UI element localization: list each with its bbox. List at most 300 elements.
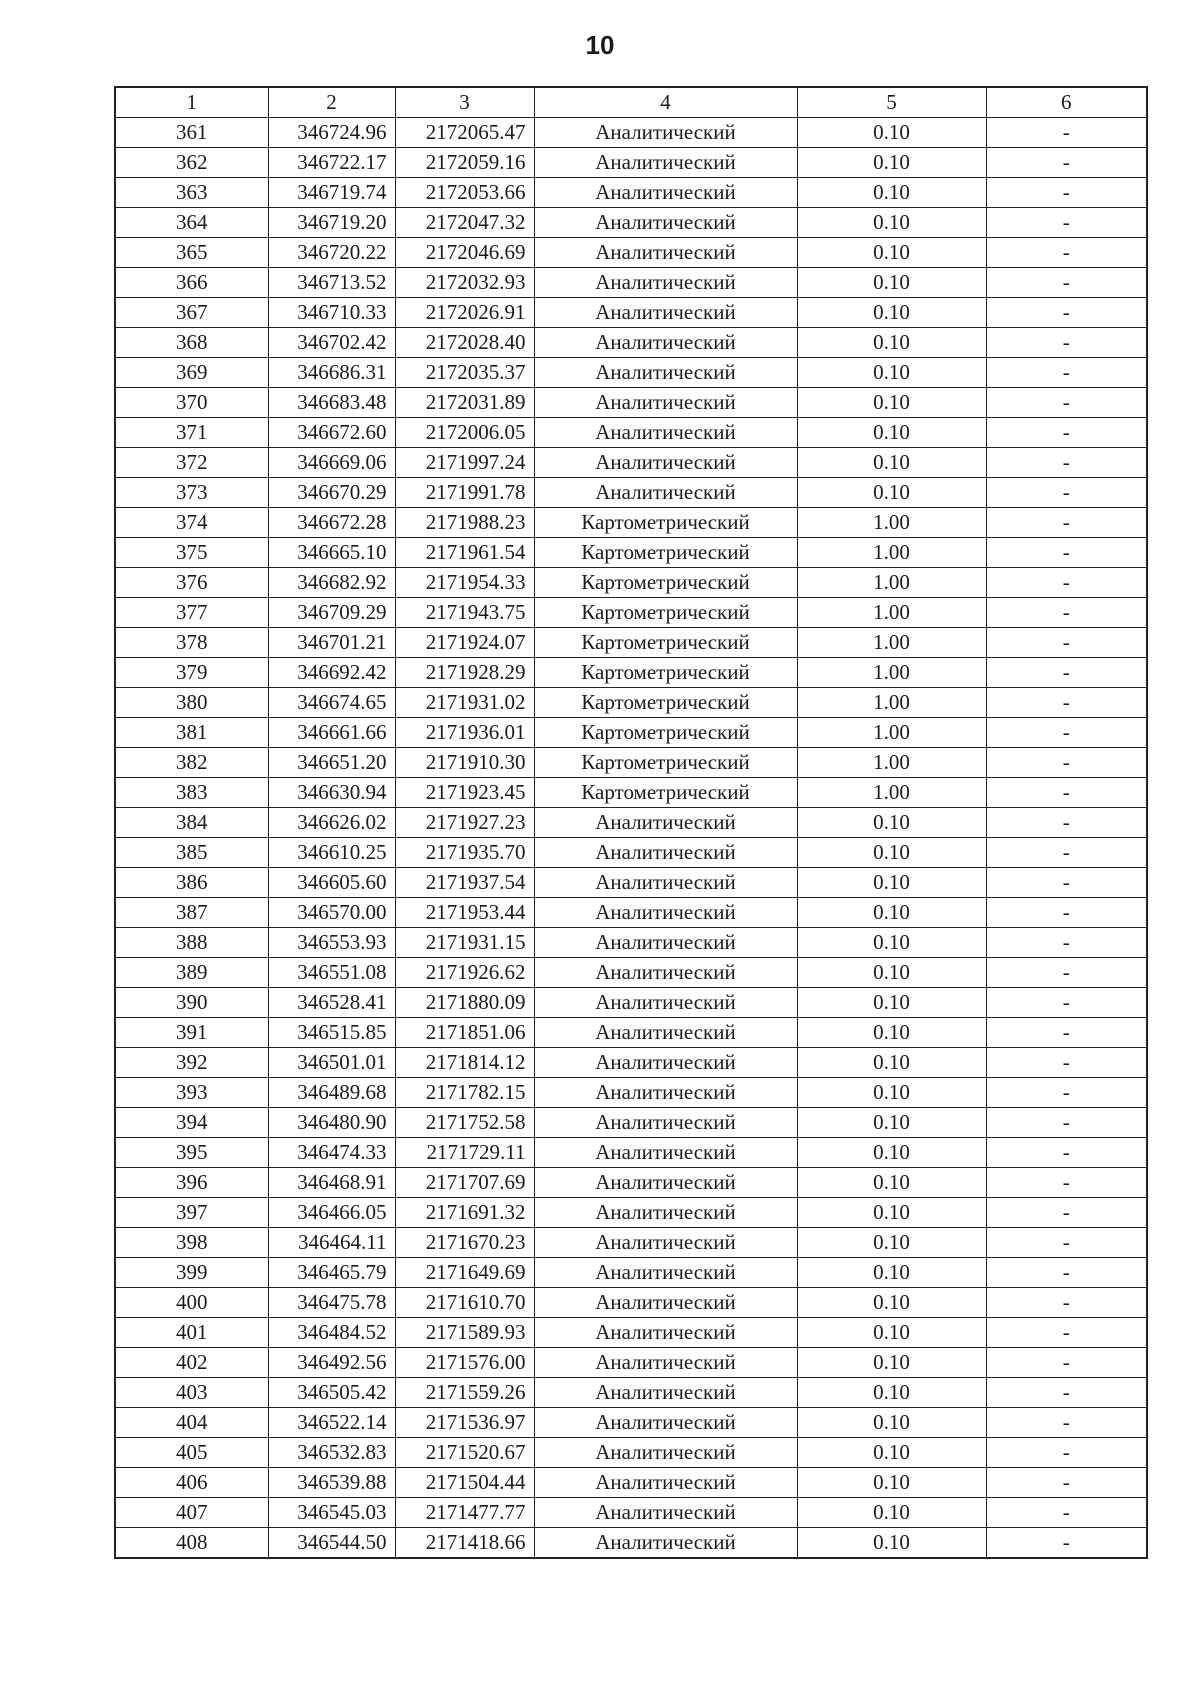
y-coordinate-cell: 2172059.16 — [395, 148, 534, 178]
method-cell: Аналитический — [534, 988, 797, 1018]
accuracy-cell: 1.00 — [797, 598, 986, 628]
method-cell: Аналитический — [534, 1258, 797, 1288]
x-coordinate-cell: 346468.91 — [268, 1168, 395, 1198]
y-coordinate-cell: 2171880.09 — [395, 988, 534, 1018]
note-cell: - — [986, 298, 1147, 328]
note-cell: - — [986, 148, 1147, 178]
point-number-cell: 392 — [115, 1048, 268, 1078]
point-number-cell: 401 — [115, 1318, 268, 1348]
x-coordinate-cell: 346682.92 — [268, 568, 395, 598]
note-cell: - — [986, 328, 1147, 358]
y-coordinate-cell: 2171782.15 — [395, 1078, 534, 1108]
y-coordinate-cell: 2171814.12 — [395, 1048, 534, 1078]
point-number-cell: 375 — [115, 538, 268, 568]
note-cell: - — [986, 1378, 1147, 1408]
point-number-cell: 397 — [115, 1198, 268, 1228]
y-coordinate-cell: 2172032.93 — [395, 268, 534, 298]
x-coordinate-cell: 346713.52 — [268, 268, 395, 298]
x-coordinate-cell: 346464.11 — [268, 1228, 395, 1258]
method-cell: Аналитический — [534, 838, 797, 868]
y-coordinate-cell: 2171924.07 — [395, 628, 534, 658]
x-coordinate-cell: 346630.94 — [268, 778, 395, 808]
point-number-cell: 361 — [115, 118, 268, 148]
note-cell: - — [986, 1498, 1147, 1528]
y-coordinate-cell: 2171943.75 — [395, 598, 534, 628]
note-cell: - — [986, 1078, 1147, 1108]
accuracy-cell: 0.10 — [797, 958, 986, 988]
note-cell: - — [986, 898, 1147, 928]
accuracy-cell: 0.10 — [797, 208, 986, 238]
x-coordinate-cell: 346553.93 — [268, 928, 395, 958]
point-number-cell: 381 — [115, 718, 268, 748]
note-cell: - — [986, 1318, 1147, 1348]
y-coordinate-cell: 2171536.97 — [395, 1408, 534, 1438]
table-row — [115, 1468, 1147, 1498]
y-coordinate-cell: 2171937.54 — [395, 868, 534, 898]
table-row — [115, 838, 1147, 868]
x-coordinate-cell: 346672.28 — [268, 508, 395, 538]
y-coordinate-cell: 2171988.23 — [395, 508, 534, 538]
y-coordinate-cell: 2171931.02 — [395, 688, 534, 718]
x-coordinate-cell: 346720.22 — [268, 238, 395, 268]
y-coordinate-cell: 2171520.67 — [395, 1438, 534, 1468]
point-number-cell: 380 — [115, 688, 268, 718]
method-cell: Аналитический — [534, 1108, 797, 1138]
x-coordinate-cell: 346539.88 — [268, 1468, 395, 1498]
x-coordinate-cell: 346480.90 — [268, 1108, 395, 1138]
y-coordinate-cell: 2171477.77 — [395, 1498, 534, 1528]
point-number-cell: 399 — [115, 1258, 268, 1288]
note-cell: - — [986, 748, 1147, 778]
point-number-cell: 378 — [115, 628, 268, 658]
point-number-cell: 403 — [115, 1378, 268, 1408]
table-row — [115, 928, 1147, 958]
accuracy-cell: 0.10 — [797, 1498, 986, 1528]
table-row — [115, 1138, 1147, 1168]
accuracy-cell: 0.10 — [797, 1528, 986, 1559]
accuracy-cell: 0.10 — [797, 1378, 986, 1408]
table-row — [115, 778, 1147, 808]
y-coordinate-cell: 2171926.62 — [395, 958, 534, 988]
note-cell: - — [986, 208, 1147, 238]
x-coordinate-cell: 346489.68 — [268, 1078, 395, 1108]
method-cell: Аналитический — [534, 208, 797, 238]
y-coordinate-cell: 2171752.58 — [395, 1108, 534, 1138]
table-row — [115, 1438, 1147, 1468]
point-number-cell: 389 — [115, 958, 268, 988]
method-cell: Аналитический — [534, 1138, 797, 1168]
table-row — [115, 478, 1147, 508]
method-cell: Аналитический — [534, 328, 797, 358]
note-cell: - — [986, 418, 1147, 448]
note-cell: - — [986, 1528, 1147, 1559]
accuracy-cell: 1.00 — [797, 538, 986, 568]
accuracy-cell: 0.10 — [797, 1198, 986, 1228]
method-cell: Аналитический — [534, 808, 797, 838]
table-row — [115, 148, 1147, 178]
note-cell: - — [986, 448, 1147, 478]
accuracy-cell: 0.10 — [797, 448, 986, 478]
table-body — [115, 118, 1147, 1559]
point-number-cell: 368 — [115, 328, 268, 358]
note-cell: - — [986, 1108, 1147, 1138]
y-coordinate-cell: 2171559.26 — [395, 1378, 534, 1408]
y-coordinate-cell: 2172031.89 — [395, 388, 534, 418]
method-cell: Картометрический — [534, 598, 797, 628]
x-coordinate-cell: 346709.29 — [268, 598, 395, 628]
accuracy-cell: 0.10 — [797, 1468, 986, 1498]
x-coordinate-cell: 346570.00 — [268, 898, 395, 928]
table-row — [115, 1378, 1147, 1408]
table-row — [115, 718, 1147, 748]
accuracy-cell: 0.10 — [797, 1408, 986, 1438]
note-cell: - — [986, 1168, 1147, 1198]
table-row — [115, 1348, 1147, 1378]
point-number-cell: 374 — [115, 508, 268, 538]
table-row — [115, 658, 1147, 688]
method-cell: Аналитический — [534, 298, 797, 328]
accuracy-cell: 0.10 — [797, 988, 986, 1018]
note-cell: - — [986, 1408, 1147, 1438]
accuracy-cell: 0.10 — [797, 1078, 986, 1108]
note-cell: - — [986, 838, 1147, 868]
point-number-cell: 388 — [115, 928, 268, 958]
x-coordinate-cell: 346605.60 — [268, 868, 395, 898]
y-coordinate-cell: 2171923.45 — [395, 778, 534, 808]
point-number-cell: 387 — [115, 898, 268, 928]
x-coordinate-cell: 346515.85 — [268, 1018, 395, 1048]
x-coordinate-cell: 346465.79 — [268, 1258, 395, 1288]
y-coordinate-cell: 2171928.29 — [395, 658, 534, 688]
x-coordinate-cell: 346719.20 — [268, 208, 395, 238]
y-coordinate-cell: 2171418.66 — [395, 1528, 534, 1559]
y-coordinate-cell: 2172065.47 — [395, 118, 534, 148]
note-cell: - — [986, 568, 1147, 598]
table-row — [115, 568, 1147, 598]
x-coordinate-cell: 346545.03 — [268, 1498, 395, 1528]
x-coordinate-cell: 346544.50 — [268, 1528, 395, 1559]
method-cell: Картометрический — [534, 748, 797, 778]
x-coordinate-cell: 346475.78 — [268, 1288, 395, 1318]
note-cell: - — [986, 778, 1147, 808]
accuracy-cell: 0.10 — [797, 148, 986, 178]
accuracy-cell: 0.10 — [797, 1348, 986, 1378]
table-row — [115, 1048, 1147, 1078]
x-coordinate-cell: 346484.52 — [268, 1318, 395, 1348]
accuracy-cell: 0.10 — [797, 238, 986, 268]
y-coordinate-cell: 2171691.32 — [395, 1198, 534, 1228]
table-row — [115, 1258, 1147, 1288]
point-number-cell: 373 — [115, 478, 268, 508]
note-cell: - — [986, 1048, 1147, 1078]
method-cell: Аналитический — [534, 1348, 797, 1378]
method-cell: Аналитический — [534, 1468, 797, 1498]
note-cell: - — [986, 598, 1147, 628]
table-row — [115, 118, 1147, 148]
y-coordinate-cell: 2171991.78 — [395, 478, 534, 508]
x-coordinate-cell: 346672.60 — [268, 418, 395, 448]
table-row — [115, 688, 1147, 718]
column-header: 2 — [268, 87, 395, 118]
method-cell: Аналитический — [534, 418, 797, 448]
point-number-cell: 382 — [115, 748, 268, 778]
x-coordinate-cell: 346686.31 — [268, 358, 395, 388]
accuracy-cell: 0.10 — [797, 1138, 986, 1168]
point-number-cell: 369 — [115, 358, 268, 388]
point-number-cell: 390 — [115, 988, 268, 1018]
method-cell: Аналитический — [534, 1438, 797, 1468]
accuracy-cell: 1.00 — [797, 718, 986, 748]
y-coordinate-cell: 2172053.66 — [395, 178, 534, 208]
x-coordinate-cell: 346651.20 — [268, 748, 395, 778]
point-number-cell: 385 — [115, 838, 268, 868]
accuracy-cell: 0.10 — [797, 388, 986, 418]
accuracy-cell: 0.10 — [797, 1228, 986, 1258]
note-cell: - — [986, 628, 1147, 658]
method-cell: Аналитический — [534, 238, 797, 268]
table-row — [115, 1498, 1147, 1528]
table-row — [115, 898, 1147, 928]
x-coordinate-cell: 346505.42 — [268, 1378, 395, 1408]
accuracy-cell: 0.10 — [797, 118, 986, 148]
note-cell: - — [986, 658, 1147, 688]
accuracy-cell: 0.10 — [797, 1018, 986, 1048]
table-row — [115, 418, 1147, 448]
method-cell: Аналитический — [534, 148, 797, 178]
method-cell: Картометрический — [534, 628, 797, 658]
note-cell: - — [986, 688, 1147, 718]
y-coordinate-cell: 2171931.15 — [395, 928, 534, 958]
table-row — [115, 1318, 1147, 1348]
table-header-row — [115, 87, 1147, 118]
point-number-cell: 405 — [115, 1438, 268, 1468]
method-cell: Аналитический — [534, 1078, 797, 1108]
note-cell: - — [986, 718, 1147, 748]
table-row — [115, 508, 1147, 538]
point-number-cell: 391 — [115, 1018, 268, 1048]
method-cell: Аналитический — [534, 358, 797, 388]
method-cell: Аналитический — [534, 268, 797, 298]
table-row — [115, 988, 1147, 1018]
x-coordinate-cell: 346661.66 — [268, 718, 395, 748]
table-row — [115, 598, 1147, 628]
x-coordinate-cell: 346466.05 — [268, 1198, 395, 1228]
y-coordinate-cell: 2172026.91 — [395, 298, 534, 328]
method-cell: Аналитический — [534, 388, 797, 418]
note-cell: - — [986, 358, 1147, 388]
table-row — [115, 1228, 1147, 1258]
y-coordinate-cell: 2171610.70 — [395, 1288, 534, 1318]
y-coordinate-cell: 2171576.00 — [395, 1348, 534, 1378]
accuracy-cell: 1.00 — [797, 508, 986, 538]
note-cell: - — [986, 1138, 1147, 1168]
method-cell: Аналитический — [534, 958, 797, 988]
accuracy-cell: 1.00 — [797, 568, 986, 598]
x-coordinate-cell: 346670.29 — [268, 478, 395, 508]
note-cell: - — [986, 1018, 1147, 1048]
point-number-cell: 396 — [115, 1168, 268, 1198]
x-coordinate-cell: 346710.33 — [268, 298, 395, 328]
method-cell: Аналитический — [534, 1018, 797, 1048]
point-number-cell: 408 — [115, 1528, 268, 1559]
accuracy-cell: 0.10 — [797, 1168, 986, 1198]
method-cell: Картометрический — [534, 568, 797, 598]
y-coordinate-cell: 2171936.01 — [395, 718, 534, 748]
note-cell: - — [986, 808, 1147, 838]
point-number-cell: 372 — [115, 448, 268, 478]
table-row — [115, 1018, 1147, 1048]
point-number-cell: 398 — [115, 1228, 268, 1258]
y-coordinate-cell: 2172006.05 — [395, 418, 534, 448]
point-number-cell: 367 — [115, 298, 268, 328]
x-coordinate-cell: 346722.17 — [268, 148, 395, 178]
method-cell: Аналитический — [534, 178, 797, 208]
table-row — [115, 1528, 1147, 1559]
y-coordinate-cell: 2171649.69 — [395, 1258, 534, 1288]
method-cell: Аналитический — [534, 1498, 797, 1528]
table-row — [115, 298, 1147, 328]
accuracy-cell: 0.10 — [797, 868, 986, 898]
note-cell: - — [986, 388, 1147, 418]
page-number: 10 — [585, 30, 615, 60]
table-row — [115, 1168, 1147, 1198]
y-coordinate-cell: 2171707.69 — [395, 1168, 534, 1198]
table-row — [115, 748, 1147, 778]
point-number-cell: 406 — [115, 1468, 268, 1498]
y-coordinate-cell: 2172035.37 — [395, 358, 534, 388]
accuracy-cell: 0.10 — [797, 418, 986, 448]
x-coordinate-cell: 346532.83 — [268, 1438, 395, 1468]
table-row — [115, 538, 1147, 568]
accuracy-cell: 0.10 — [797, 1258, 986, 1288]
table-row — [115, 268, 1147, 298]
x-coordinate-cell: 346665.10 — [268, 538, 395, 568]
method-cell: Картометрический — [534, 778, 797, 808]
table-row — [115, 1078, 1147, 1108]
y-coordinate-cell: 2171589.93 — [395, 1318, 534, 1348]
table-row — [115, 238, 1147, 268]
note-cell: - — [986, 958, 1147, 988]
coordinates-table — [114, 86, 1148, 1559]
table-row — [115, 1198, 1147, 1228]
method-cell: Картометрический — [534, 508, 797, 538]
table-row — [115, 1408, 1147, 1438]
point-number-cell: 400 — [115, 1288, 268, 1318]
x-coordinate-cell: 346669.06 — [268, 448, 395, 478]
y-coordinate-cell: 2171997.24 — [395, 448, 534, 478]
note-cell: - — [986, 238, 1147, 268]
x-coordinate-cell: 346474.33 — [268, 1138, 395, 1168]
method-cell: Аналитический — [534, 1378, 797, 1408]
table-row — [115, 358, 1147, 388]
point-number-cell: 394 — [115, 1108, 268, 1138]
x-coordinate-cell: 346522.14 — [268, 1408, 395, 1438]
note-cell: - — [986, 178, 1147, 208]
x-coordinate-cell: 346528.41 — [268, 988, 395, 1018]
x-coordinate-cell: 346674.65 — [268, 688, 395, 718]
accuracy-cell: 0.10 — [797, 478, 986, 508]
method-cell: Аналитический — [534, 1228, 797, 1258]
y-coordinate-cell: 2171953.44 — [395, 898, 534, 928]
point-number-cell: 407 — [115, 1498, 268, 1528]
method-cell: Аналитический — [534, 1288, 797, 1318]
method-cell: Картометрический — [534, 718, 797, 748]
y-coordinate-cell: 2171935.70 — [395, 838, 534, 868]
method-cell: Аналитический — [534, 928, 797, 958]
table-row — [115, 808, 1147, 838]
point-number-cell: 371 — [115, 418, 268, 448]
x-coordinate-cell: 346701.21 — [268, 628, 395, 658]
accuracy-cell: 1.00 — [797, 748, 986, 778]
point-number-cell: 364 — [115, 208, 268, 238]
y-coordinate-cell: 2171910.30 — [395, 748, 534, 778]
method-cell: Картометрический — [534, 658, 797, 688]
point-number-cell: 362 — [115, 148, 268, 178]
y-coordinate-cell: 2172046.69 — [395, 238, 534, 268]
y-coordinate-cell: 2172047.32 — [395, 208, 534, 238]
table-row — [115, 328, 1147, 358]
accuracy-cell: 0.10 — [797, 1108, 986, 1138]
column-header: 5 — [797, 87, 986, 118]
table-row — [115, 388, 1147, 418]
note-cell: - — [986, 1258, 1147, 1288]
accuracy-cell: 0.10 — [797, 808, 986, 838]
accuracy-cell: 1.00 — [797, 628, 986, 658]
note-cell: - — [986, 508, 1147, 538]
table-row — [115, 958, 1147, 988]
note-cell: - — [986, 1228, 1147, 1258]
table-row — [115, 1288, 1147, 1318]
x-coordinate-cell: 346719.74 — [268, 178, 395, 208]
column-header: 6 — [986, 87, 1147, 118]
table-row — [115, 178, 1147, 208]
column-header: 3 — [395, 87, 534, 118]
accuracy-cell: 0.10 — [797, 268, 986, 298]
method-cell: Аналитический — [534, 1408, 797, 1438]
point-number-cell: 376 — [115, 568, 268, 598]
note-cell: - — [986, 1288, 1147, 1318]
note-cell: - — [986, 1468, 1147, 1498]
method-cell: Картометрический — [534, 538, 797, 568]
accuracy-cell: 0.10 — [797, 928, 986, 958]
accuracy-cell: 0.10 — [797, 328, 986, 358]
table-row — [115, 628, 1147, 658]
point-number-cell: 363 — [115, 178, 268, 208]
y-coordinate-cell: 2171729.11 — [395, 1138, 534, 1168]
x-coordinate-cell: 346501.01 — [268, 1048, 395, 1078]
x-coordinate-cell: 346551.08 — [268, 958, 395, 988]
table-row — [115, 208, 1147, 238]
note-cell: - — [986, 988, 1147, 1018]
method-cell: Аналитический — [534, 478, 797, 508]
point-number-cell: 384 — [115, 808, 268, 838]
x-coordinate-cell: 346692.42 — [268, 658, 395, 688]
method-cell: Аналитический — [534, 1168, 797, 1198]
point-number-cell: 386 — [115, 868, 268, 898]
point-number-cell: 365 — [115, 238, 268, 268]
y-coordinate-cell: 2171961.54 — [395, 538, 534, 568]
point-number-cell: 370 — [115, 388, 268, 418]
x-coordinate-cell: 346702.42 — [268, 328, 395, 358]
y-coordinate-cell: 2171851.06 — [395, 1018, 534, 1048]
table-row — [115, 868, 1147, 898]
point-number-cell: 393 — [115, 1078, 268, 1108]
point-number-cell: 395 — [115, 1138, 268, 1168]
accuracy-cell: 0.10 — [797, 178, 986, 208]
x-coordinate-cell: 346724.96 — [268, 118, 395, 148]
note-cell: - — [986, 1438, 1147, 1468]
note-cell: - — [986, 928, 1147, 958]
